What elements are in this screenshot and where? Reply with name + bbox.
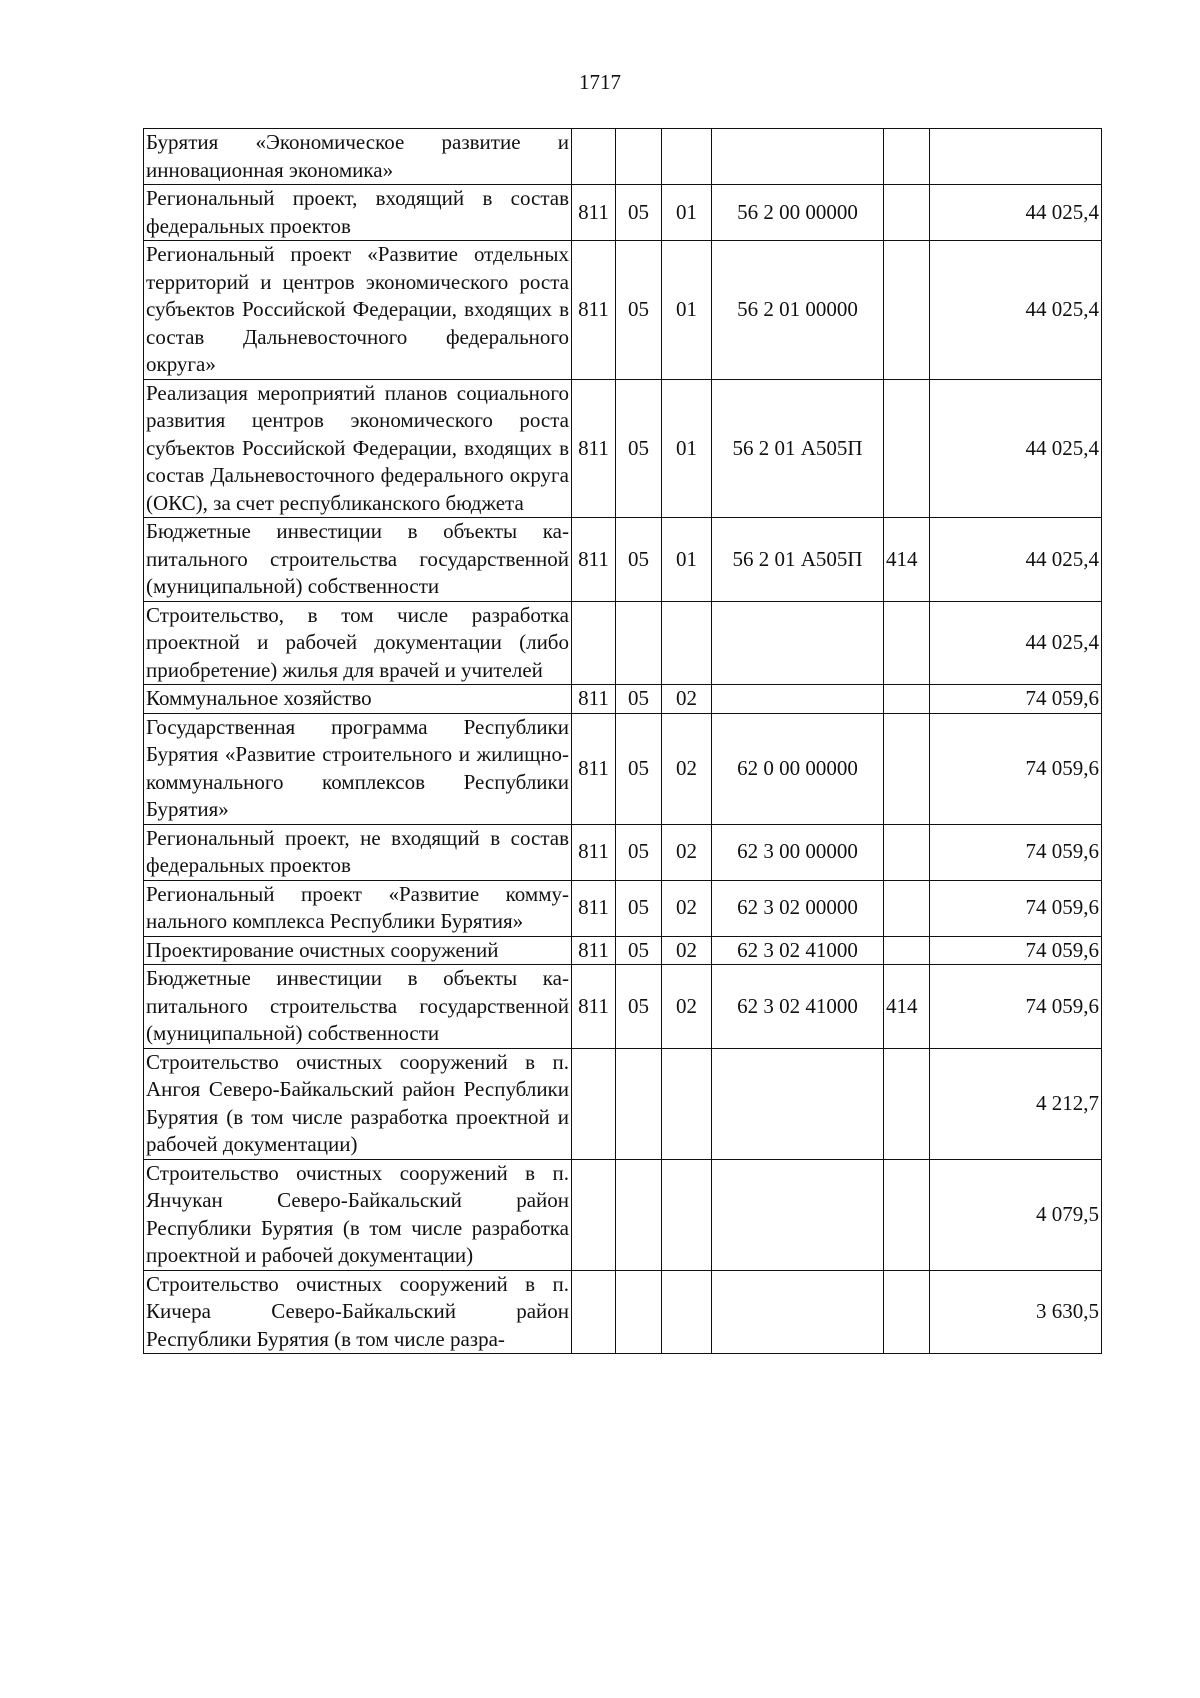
- row-expense-type-cell: [884, 1159, 930, 1270]
- row-name-cell: Региональный проект, входящий в состав федеральных проектов: [144, 185, 572, 241]
- row-amount-cell: 74 059,6: [930, 824, 1102, 880]
- row-ministry-code-cell: [572, 601, 616, 685]
- row-subsection-code-cell: [662, 1048, 712, 1159]
- row-name-cell: Проектирование очистных сооружений: [144, 936, 572, 965]
- row-target-article-cell: 56 2 01 А505П: [712, 379, 884, 518]
- row-target-article-cell: [712, 129, 884, 185]
- row-name-cell: Региональный проект «Развитие отдельных территорий и центров экономического роста субъектов Российской Федерации, входящих в состав Дальневосточного федерального округа»: [144, 241, 572, 380]
- row-amount-cell: 3 630,5: [930, 1270, 1102, 1354]
- table-row: [144, 129, 1102, 185]
- row-subsection-code-cell: 02: [662, 713, 712, 824]
- page-number: 1717: [579, 70, 621, 94]
- table-row: [144, 1270, 1102, 1354]
- row-target-article-cell: 62 3 02 41000: [712, 965, 884, 1049]
- row-ministry-code-cell: [572, 1159, 616, 1270]
- table-row: [144, 1048, 1102, 1159]
- row-expense-type-cell: [884, 936, 930, 965]
- row-amount-cell: 44 025,4: [930, 185, 1102, 241]
- row-ministry-code-cell: 811: [572, 685, 616, 714]
- table-row: [144, 965, 1102, 1049]
- row-subsection-code-cell: 02: [662, 965, 712, 1049]
- row-target-article-cell: 62 3 00 00000: [712, 824, 884, 880]
- row-target-article-cell: [712, 1159, 884, 1270]
- row-section-code-cell: 05: [616, 713, 662, 824]
- row-name-cell: Строительство очистных сооружений в п. Кичера Северо-Байкальский район Республики Бурятия (в том числе разра-: [144, 1270, 572, 1354]
- table-row: [144, 685, 1102, 714]
- row-ministry-code-cell: [572, 1048, 616, 1159]
- row-amount-cell: 74 059,6: [930, 880, 1102, 936]
- table-row: [144, 241, 1102, 380]
- row-subsection-code-cell: 01: [662, 185, 712, 241]
- row-section-code-cell: 05: [616, 880, 662, 936]
- budget-table-body: [144, 129, 1102, 1354]
- row-subsection-code-cell: 02: [662, 936, 712, 965]
- row-name-cell: Бюджетные инвестиции в объекты капитального строительства государственной (муниципальной) собственности: [144, 965, 572, 1049]
- row-section-code-cell: 05: [616, 518, 662, 602]
- row-expense-type-cell: [884, 601, 930, 685]
- row-target-article-cell: 62 3 02 41000: [712, 936, 884, 965]
- row-target-article-cell: 56 2 01 А505П: [712, 518, 884, 602]
- table-row: [144, 601, 1102, 685]
- row-ministry-code-cell: [572, 1270, 616, 1354]
- row-section-code-cell: [616, 1159, 662, 1270]
- row-subsection-code-cell: [662, 601, 712, 685]
- row-ministry-code-cell: 811: [572, 824, 616, 880]
- table-row: [144, 185, 1102, 241]
- row-subsection-code-cell: [662, 1270, 712, 1354]
- row-target-article-cell: 62 0 00 00000: [712, 713, 884, 824]
- row-expense-type-cell: [884, 241, 930, 380]
- row-section-code-cell: 05: [616, 965, 662, 1049]
- row-section-code-cell: [616, 601, 662, 685]
- row-target-article-cell: [712, 1270, 884, 1354]
- row-name-cell: Региональный проект, не входящий в состав федеральных проектов: [144, 824, 572, 880]
- row-amount-cell: 44 025,4: [930, 601, 1102, 685]
- row-ministry-code-cell: 811: [572, 518, 616, 602]
- row-ministry-code-cell: 811: [572, 965, 616, 1049]
- row-amount-cell: 4 079,5: [930, 1159, 1102, 1270]
- row-name-cell: Бурятия «Экономическое развитие и инновационная экономика»: [144, 129, 572, 185]
- row-expense-type-cell: [884, 685, 930, 714]
- row-subsection-code-cell: [662, 129, 712, 185]
- row-ministry-code-cell: [572, 129, 616, 185]
- row-subsection-code-cell: 01: [662, 518, 712, 602]
- row-target-article-cell: [712, 1048, 884, 1159]
- row-name-cell: Строительство очистных сооружений в п. Ангоя Северо-Байкальский район Республики Бурятия (в том числе разработка проектной и рабочей документации): [144, 1048, 572, 1159]
- row-section-code-cell: 05: [616, 685, 662, 714]
- row-name-cell: Коммунальное хозяйство: [144, 685, 572, 714]
- row-expense-type-cell: [884, 185, 930, 241]
- row-name-cell: Региональный проект «Развитие коммунального комплекса Республики Бурятия»: [144, 880, 572, 936]
- row-expense-type-cell: [884, 824, 930, 880]
- row-target-article-cell: 56 2 01 00000: [712, 241, 884, 380]
- table-row: [144, 880, 1102, 936]
- table-row: [144, 936, 1102, 965]
- row-amount-cell: 44 025,4: [930, 518, 1102, 602]
- row-target-article-cell: [712, 685, 884, 714]
- row-amount-cell: 44 025,4: [930, 379, 1102, 518]
- row-section-code-cell: [616, 129, 662, 185]
- row-amount-cell: [930, 129, 1102, 185]
- row-ministry-code-cell: 811: [572, 379, 616, 518]
- row-expense-type-cell: [884, 1270, 930, 1354]
- budget-table: [143, 128, 1102, 1354]
- row-target-article-cell: 56 2 00 00000: [712, 185, 884, 241]
- row-expense-type-cell: 414: [884, 518, 930, 602]
- row-amount-cell: 74 059,6: [930, 685, 1102, 714]
- table-row: [144, 518, 1102, 602]
- row-section-code-cell: 05: [616, 241, 662, 380]
- row-target-article-cell: 62 3 02 00000: [712, 880, 884, 936]
- row-subsection-code-cell: 01: [662, 241, 712, 380]
- table-row: [144, 1159, 1102, 1270]
- row-expense-type-cell: 414: [884, 965, 930, 1049]
- row-name-cell: Бюджетные инвестиции в объекты капитального строительства государственной (муниципальной) собственности: [144, 518, 572, 602]
- row-subsection-code-cell: 02: [662, 685, 712, 714]
- row-name-cell: Строительство очистных сооружений в п. Янчукан Северо-Байкальский район Республики Бурятия (в том числе разработка проектной и рабочей документации): [144, 1159, 572, 1270]
- row-section-code-cell: [616, 1048, 662, 1159]
- table-row: [144, 379, 1102, 518]
- row-amount-cell: 4 212,7: [930, 1048, 1102, 1159]
- row-expense-type-cell: [884, 713, 930, 824]
- row-section-code-cell: 05: [616, 824, 662, 880]
- row-amount-cell: 74 059,6: [930, 936, 1102, 965]
- row-amount-cell: 74 059,6: [930, 713, 1102, 824]
- row-name-cell: Строительство, в том числе разработка проектной и рабочей документации (либо приобретение) жилья для врачей и учителей: [144, 601, 572, 685]
- row-amount-cell: 44 025,4: [930, 241, 1102, 380]
- row-expense-type-cell: [884, 880, 930, 936]
- row-subsection-code-cell: 01: [662, 379, 712, 518]
- row-expense-type-cell: [884, 1048, 930, 1159]
- row-section-code-cell: 05: [616, 379, 662, 518]
- row-expense-type-cell: [884, 379, 930, 518]
- row-ministry-code-cell: 811: [572, 185, 616, 241]
- row-subsection-code-cell: 02: [662, 824, 712, 880]
- row-target-article-cell: [712, 601, 884, 685]
- row-name-cell: Реализация мероприятий планов социального развития центров экономического роста субъектов Российской Федерации, входящих в состав Дальневосточного федерального округа (ОКС), за счет республиканского бюджета: [144, 379, 572, 518]
- row-section-code-cell: 05: [616, 936, 662, 965]
- row-name-cell: Государственная программа Республики Бурятия «Развитие строительного и жилищно-коммунального комплексов Республики Бурятия»: [144, 713, 572, 824]
- row-section-code-cell: [616, 1270, 662, 1354]
- row-subsection-code-cell: 02: [662, 880, 712, 936]
- table-row: [144, 824, 1102, 880]
- row-amount-cell: 74 059,6: [930, 965, 1102, 1049]
- row-ministry-code-cell: 811: [572, 936, 616, 965]
- row-subsection-code-cell: [662, 1159, 712, 1270]
- row-section-code-cell: 05: [616, 185, 662, 241]
- row-ministry-code-cell: 811: [572, 713, 616, 824]
- row-ministry-code-cell: 811: [572, 241, 616, 380]
- row-expense-type-cell: [884, 129, 930, 185]
- row-ministry-code-cell: 811: [572, 880, 616, 936]
- table-row: [144, 713, 1102, 824]
